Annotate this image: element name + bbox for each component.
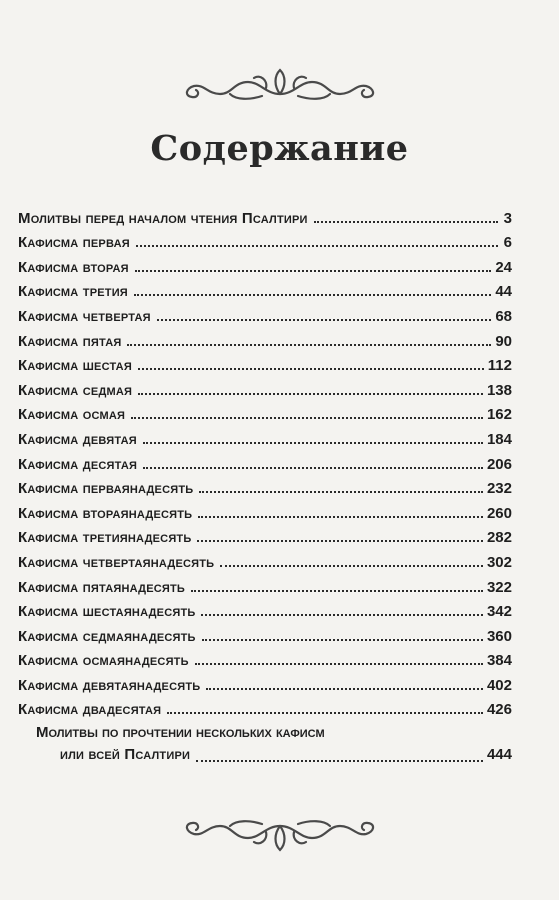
toc-entry-label: Кафисма шестаянадесять [18,603,196,621]
dot-leader [127,344,491,346]
toc-entry[interactable] [18,350,512,375]
toc-entry-page: 302 [486,553,512,571]
toc-entry-page: 6 [503,234,512,252]
toc-entry-page: 444 [486,746,512,764]
dot-leader [314,221,498,223]
dot-leader [131,417,483,419]
toc-entry-label: Кафисма двадесятая [18,701,162,719]
dot-leader [134,294,491,296]
toc-entry-page: 232 [486,480,512,498]
toc-entry-label: Кафисма девятая [18,430,137,448]
toc-entry[interactable] [18,522,512,547]
toc-entry-page: 184 [486,430,512,448]
dot-leader [138,368,484,370]
toc-entry-label: Кафисма осмаянадесять [18,652,189,670]
toc-entry[interactable] [18,546,512,571]
toc-entry-continuation [18,744,512,766]
toc-entry-label: Кафисма третиянадесять [18,529,192,547]
toc-entry-page: 44 [495,283,512,301]
toc-entry-page: 3 [503,209,512,227]
page-title: Содержание [150,128,409,169]
toc-entry-page: 282 [486,529,512,547]
dot-leader [143,467,483,469]
toc-entry-label: Кафисма седмаянадесять [18,627,196,645]
toc-entry-page: 68 [495,307,512,325]
toc-entry-page: 24 [495,258,512,276]
toc-entry-label: Молитвы по прочтении нескольких кафисм [36,724,325,742]
dot-leader [143,442,483,444]
toc-entry-label: Кафисма четвертая [18,307,151,325]
bottom-ornament-icon [0,816,559,856]
dot-leader [191,590,483,592]
dot-leader [135,270,492,272]
toc-entry-label: Кафисма пятаянадесять [18,578,186,596]
toc-entry-page: 90 [495,332,512,350]
dot-leader [196,760,483,762]
dot-leader [136,245,498,247]
toc-entry[interactable] [18,423,512,448]
toc-entry[interactable] [18,399,512,424]
top-ornament-icon [0,64,559,104]
toc-entry-final[interactable] [18,722,512,766]
toc-entry[interactable] [18,669,512,694]
toc-entry-label: Кафисма четвертаянадесять [18,553,215,571]
toc-entry-label-cont: или всей Псалтири [60,746,191,764]
toc-entry-label: Кафисма третия [18,283,128,301]
toc-entry-label: Кафисма девятаянадесять [18,676,201,694]
toc-entry-page: 342 [486,603,512,621]
dot-leader [202,639,483,641]
dot-leader [157,319,492,321]
dot-leader [199,491,483,493]
toc-entry-page: 112 [487,357,512,375]
toc-entry[interactable] [18,497,512,522]
dot-leader [197,540,483,542]
toc-entry-label: Кафисма шестая [18,357,132,375]
toc-entry-label: Кафисма десятая [18,455,138,473]
dot-leader [195,663,483,665]
toc-entry-label: Кафисма седмая [18,381,133,399]
toc-entry-page: 402 [486,676,512,694]
toc-entry[interactable] [18,374,512,399]
toc-entry-page: 360 [486,627,512,645]
toc-entry[interactable] [18,694,512,719]
toc-entry[interactable] [18,202,512,227]
toc-entry[interactable] [18,276,512,301]
toc-entry[interactable] [18,596,512,621]
toc-entry[interactable] [18,645,512,670]
table-of-contents [18,202,512,766]
toc-entry-label: Кафисма пятая [18,332,122,350]
toc-entry-label: Кафисма вторая [18,258,129,276]
dot-leader [201,614,482,616]
toc-entry[interactable] [18,473,512,498]
toc-entry-page: 206 [486,455,512,473]
dot-leader [198,516,483,518]
toc-entry-label: Молитвы перед началом чтения Псалтири [18,209,308,227]
toc-entry[interactable] [18,620,512,645]
toc-entry[interactable] [18,300,512,325]
toc-entry[interactable] [18,251,512,276]
toc-entry[interactable] [18,325,512,350]
toc-entry-page: 322 [486,578,512,596]
toc-entry-page: 426 [486,701,512,719]
dot-leader [206,688,483,690]
toc-entry[interactable] [18,227,512,252]
toc-entry[interactable] [18,448,512,473]
dot-leader [167,712,483,714]
dot-leader [220,565,483,567]
toc-entry-page: 384 [486,652,512,670]
toc-entry-label: Кафисма первая [18,234,130,252]
toc-entry-page: 162 [486,406,512,424]
toc-entry-label: Кафисма осмая [18,406,126,424]
toc-entry-page: 138 [486,381,512,399]
toc-entry[interactable] [18,571,512,596]
toc-entry-label: Кафисма перваянадесять [18,480,194,498]
dot-leader [138,393,483,395]
toc-entry-label: Кафисма втораянадесять [18,504,193,522]
toc-entry-page: 260 [486,504,512,522]
